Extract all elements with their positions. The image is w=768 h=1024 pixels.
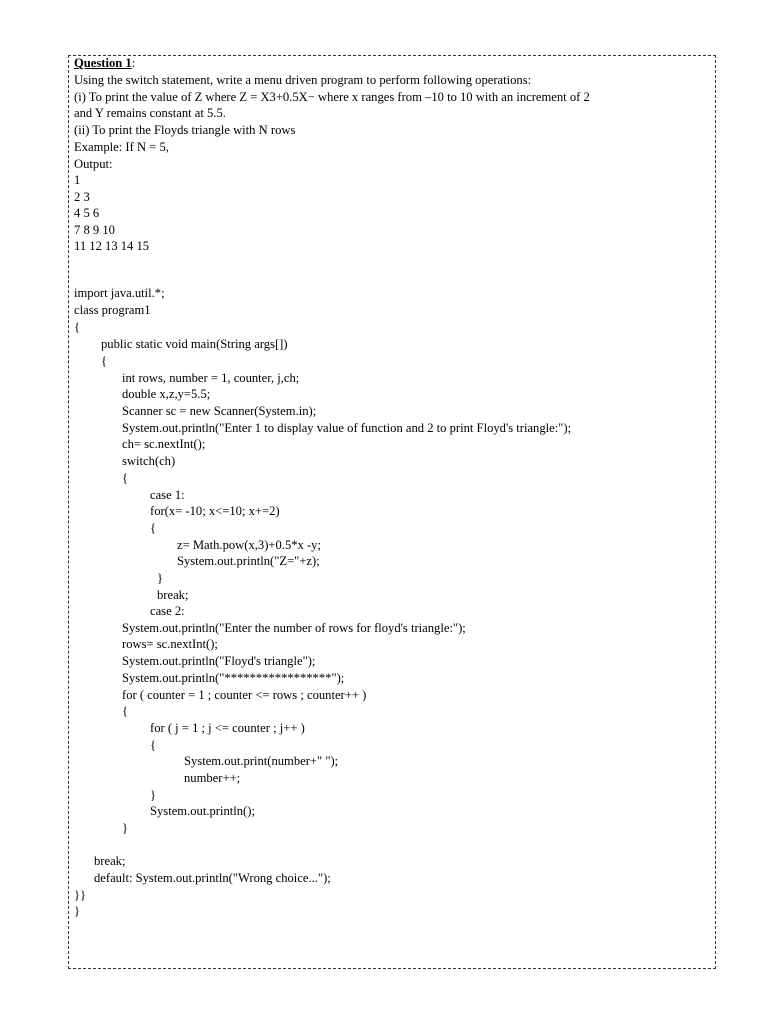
question-heading-line	[74, 55, 135, 72]
question-text-line: 11 12 13 14 15	[74, 239, 150, 253]
code-line: for ( j = 1 ; j <= counter ; j++ )	[150, 721, 305, 735]
code-line: case 1:	[150, 488, 185, 502]
question-text-line: 7 8 9 10	[74, 223, 115, 237]
code-line: }	[122, 821, 129, 835]
code-line: Scanner sc = new Scanner(System.in);	[122, 404, 317, 418]
code-line: System.out.println("Enter 1 to display value of function and 2 to print Floyd's triangle:");	[122, 421, 572, 435]
code-line: {	[150, 738, 157, 752]
code-line: System.out.print(number+" ");	[184, 754, 339, 768]
code-line: number++;	[184, 771, 241, 785]
code-line: {	[150, 521, 157, 535]
code-line: int rows, number = 1, counter, j,ch;	[122, 371, 300, 385]
code-line: class program1	[74, 303, 151, 317]
question-heading-suffix: :	[131, 56, 136, 70]
question-text-line: Output:	[74, 157, 113, 171]
code-line: rows= sc.nextInt();	[122, 637, 218, 651]
code-line: }	[157, 571, 164, 585]
code-line: }	[74, 904, 81, 918]
code-line: System.out.println("Z="+z);	[177, 554, 320, 568]
code-line: for ( counter = 1 ; counter <= rows ; counter++ )	[122, 688, 367, 702]
question-text-line: Using the switch statement, write a menu driven program to perform following operations:	[74, 73, 532, 87]
code-line: System.out.println("*****************");	[122, 671, 345, 685]
code-line: public static void main(String args[])	[101, 337, 288, 351]
question-text-line: and Y remains constant at 5.5.	[74, 106, 226, 120]
code-line: }}	[74, 888, 87, 902]
code-line: z= Math.pow(x,3)+0.5*x -y;	[177, 538, 321, 552]
question-heading: Question 1	[74, 56, 132, 70]
code-line: {	[122, 704, 129, 718]
code-line: {	[122, 471, 129, 485]
question-text-line: (ii) To print the Floyds triangle with N rows	[74, 123, 296, 137]
question-text-line: 2 3	[74, 190, 90, 204]
code-line: System.out.println("Enter the number of rows for floyd's triangle:");	[122, 621, 466, 635]
code-line: System.out.println();	[150, 804, 255, 818]
code-line: default: System.out.println("Wrong choice...");	[94, 871, 331, 885]
question-text-line: 1	[74, 173, 81, 187]
code-line: switch(ch)	[122, 454, 176, 468]
code-line: {	[101, 354, 108, 368]
code-line: import java.util.*;	[74, 286, 165, 300]
code-line: case 2:	[150, 604, 185, 618]
code-line: break;	[94, 854, 126, 868]
code-line: }	[150, 788, 157, 802]
question-text-line: (i) To print the value of Z where Z = X3+0.5X− where x ranges from –10 to 10 with an increment of 2	[74, 90, 590, 104]
code-line: System.out.println("Floyd's triangle");	[122, 654, 316, 668]
question-text-line: Example: If N = 5,	[74, 140, 169, 154]
code-line: double x,z,y=5.5;	[122, 387, 211, 401]
question-text-line: 4 5 6	[74, 206, 100, 220]
code-line: {	[74, 320, 81, 334]
code-line: break;	[157, 588, 189, 602]
code-line: for(x= -10; x<=10; x+=2)	[150, 504, 280, 518]
code-line: ch= sc.nextInt();	[122, 437, 206, 451]
